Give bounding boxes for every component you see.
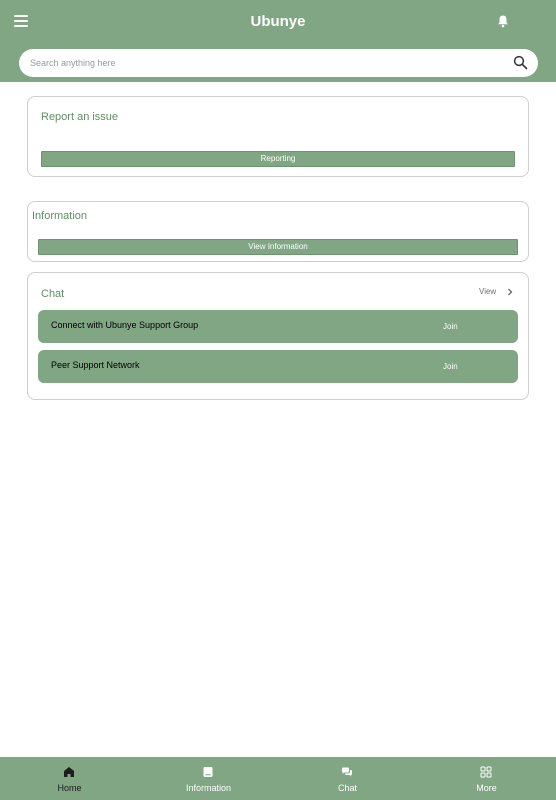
chat-group-name: Connect with Ubunye Support Group (51, 320, 199, 330)
chat-group-row[interactable] (38, 350, 518, 383)
book-icon (202, 766, 214, 778)
chevron-right-icon[interactable] (506, 287, 514, 297)
nav-label-home: Home (57, 783, 82, 793)
information-card-title: Information (32, 210, 88, 222)
nav-item-home[interactable] (0, 757, 139, 800)
app-title: Ubunye (250, 13, 306, 30)
chat-view-link[interactable]: View (479, 287, 497, 296)
view-information-button[interactable]: View Information (38, 239, 518, 255)
chat-group-name: Peer Support Network (51, 360, 140, 370)
information-card (27, 201, 529, 262)
grid-icon (480, 766, 492, 778)
search-icon[interactable] (513, 55, 528, 70)
home-icon (63, 766, 75, 778)
chat-card-title: Chat (41, 288, 65, 300)
search-bar (19, 49, 538, 77)
nav-label-information: Information (185, 783, 232, 793)
report-card-title: Report an issue (41, 111, 119, 123)
app-bar (0, 0, 556, 82)
report-card (27, 96, 529, 177)
chat-icon (341, 766, 353, 778)
bottom-nav (0, 757, 556, 800)
chat-card (27, 272, 529, 400)
nav-label-more: More (476, 783, 497, 793)
nav-item-information[interactable] (139, 757, 278, 800)
join-button[interactable]: Join (443, 322, 458, 331)
nav-item-chat[interactable] (278, 757, 417, 800)
chat-group-row[interactable] (38, 310, 518, 343)
nav-label-chat: Chat (337, 783, 357, 793)
join-button[interactable]: Join (443, 362, 458, 371)
search-input[interactable] (30, 55, 500, 71)
reporting-button[interactable]: Reporting (41, 151, 515, 167)
nav-item-more[interactable] (417, 757, 556, 800)
bell-icon[interactable] (496, 14, 510, 28)
